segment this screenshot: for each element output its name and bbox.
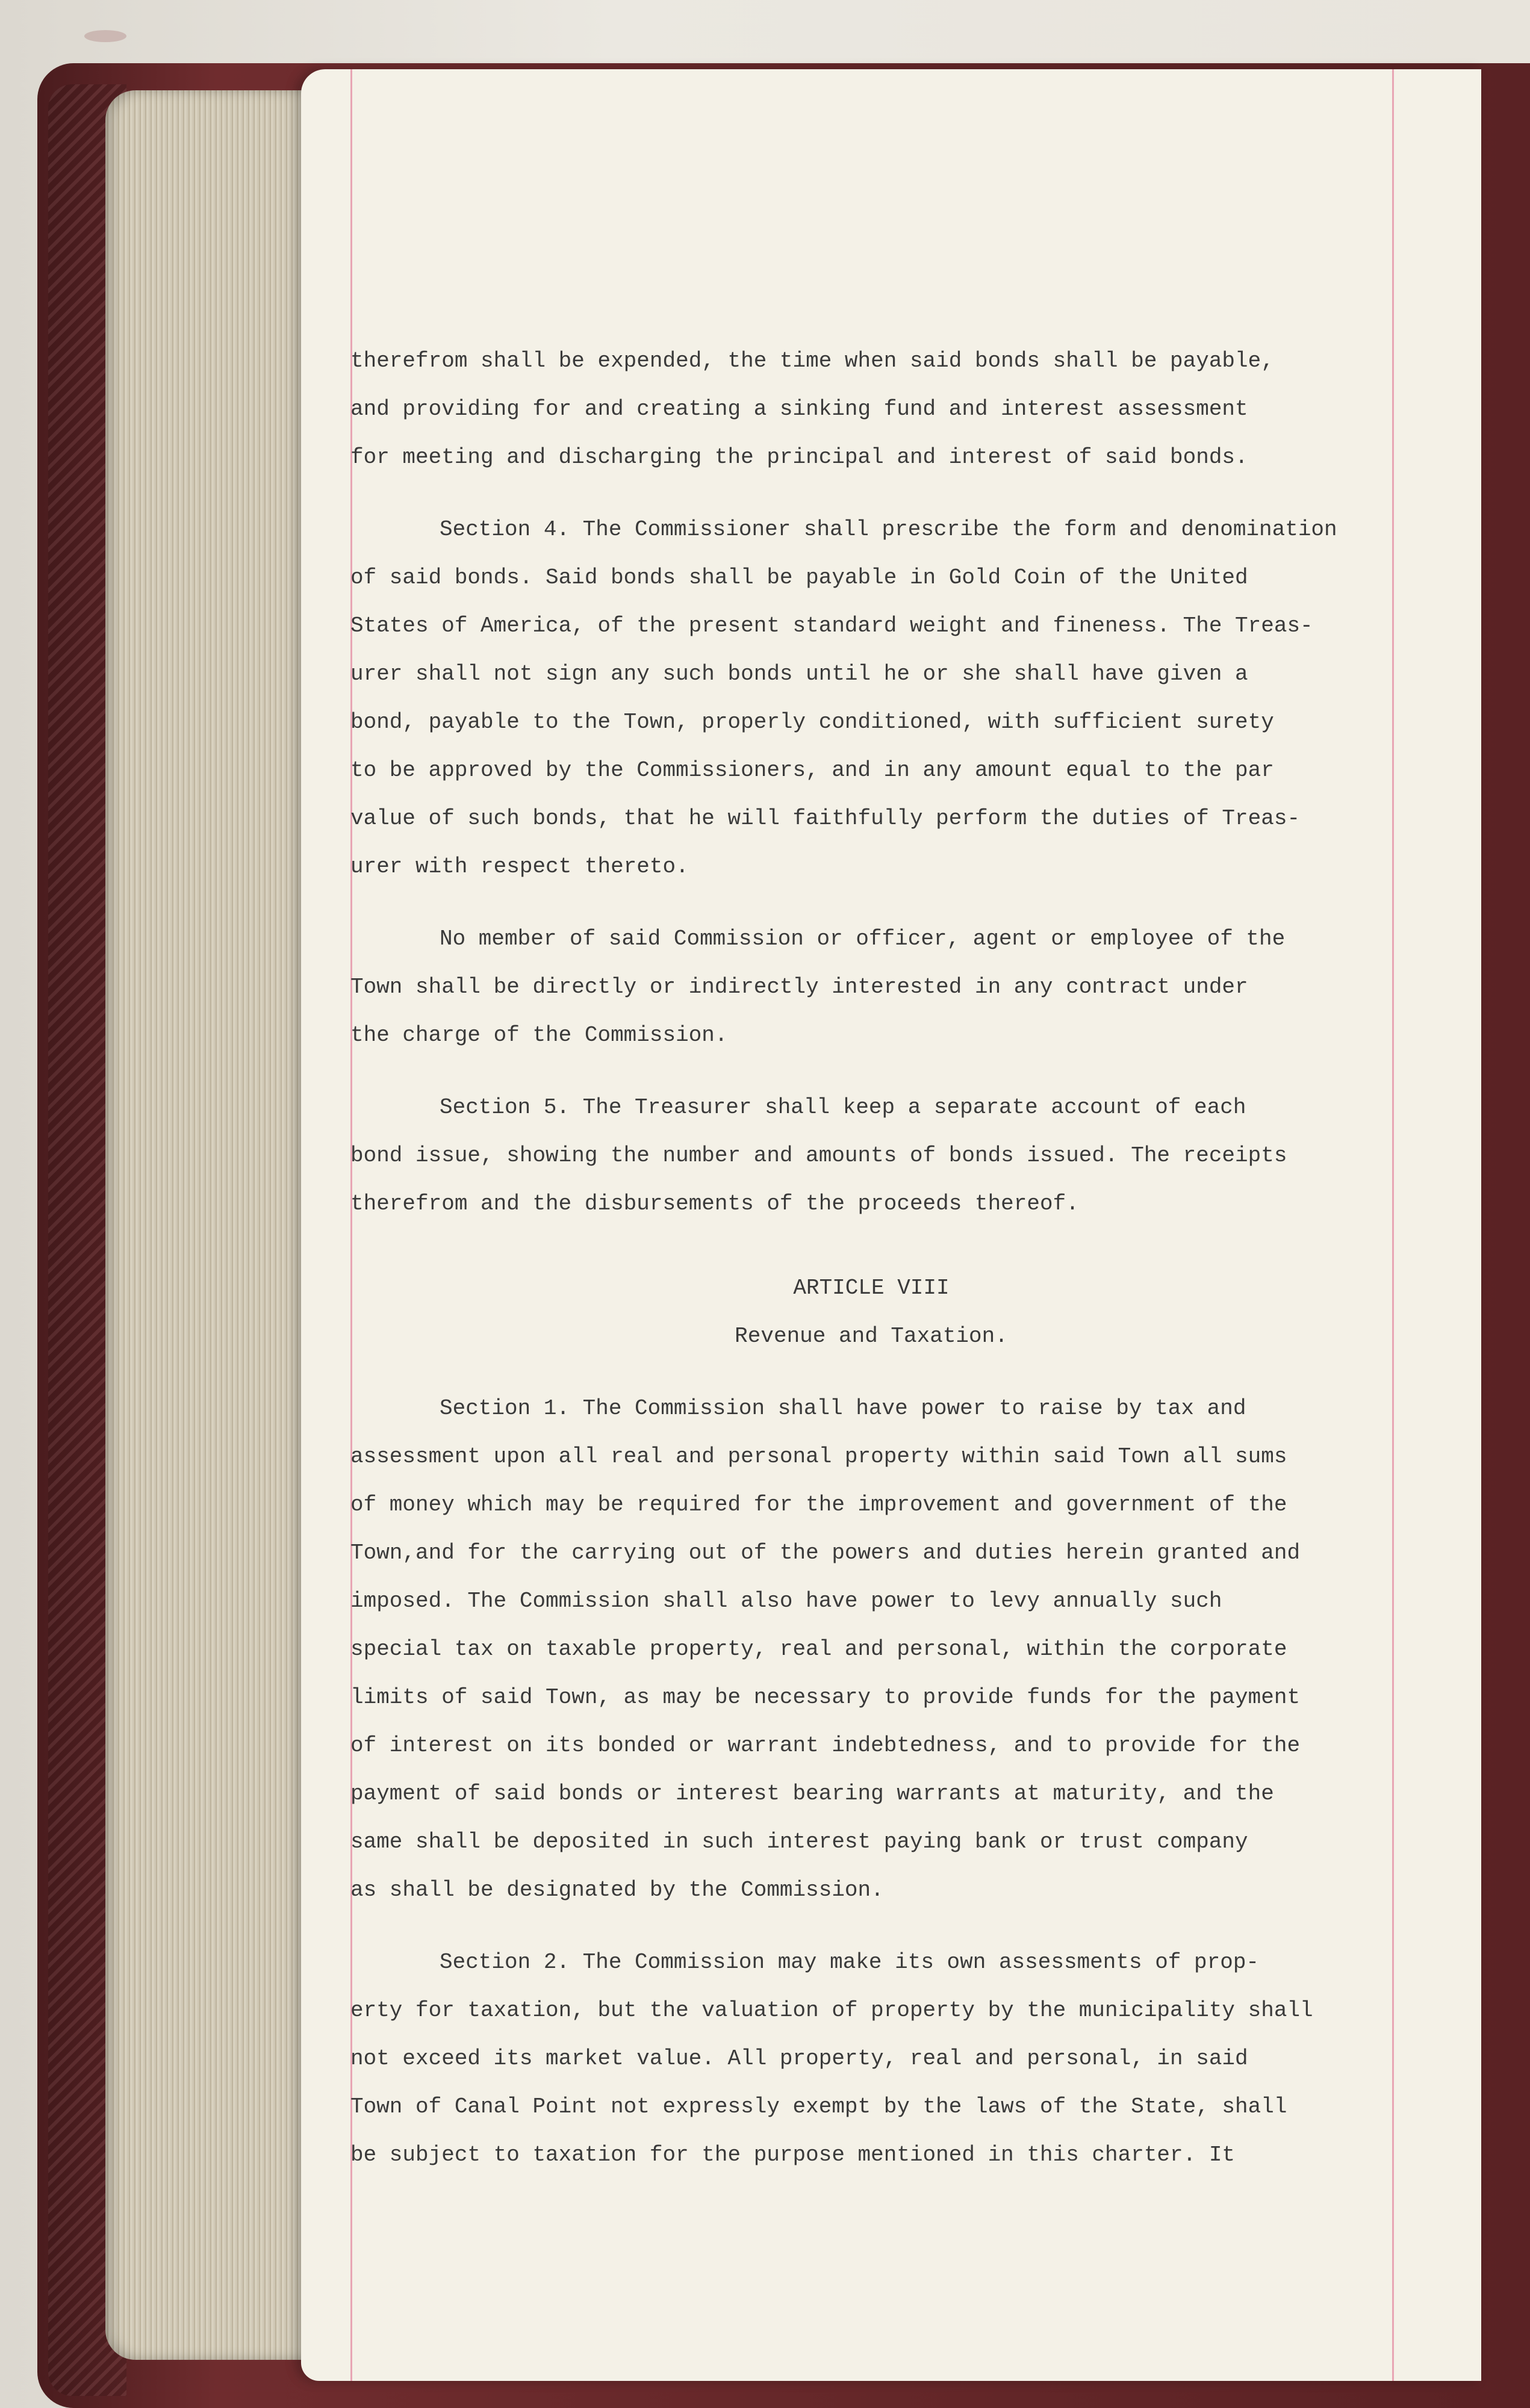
text-line: as shall be designated by the Commission.: [350, 1878, 884, 1902]
text-line: therefrom shall be expended, the time when said bonds shall be payable,: [350, 349, 1274, 373]
text-line: Town,and for the carrying out of the powers and duties herein granted and: [350, 1541, 1301, 1565]
text-line: same shall be deposited in such interest paying bank or trust company: [350, 1829, 1248, 1854]
text-line: of money which may be required for the improvement and government of the: [350, 1492, 1287, 1517]
section-5-line: Section 5. The Treasurer shall keep a separate account of each: [440, 1095, 1246, 1120]
article-heading: ARTICLE VIII: [793, 1276, 950, 1300]
text-line: payment of said bonds or interest bearing warrants at maturity, and the: [350, 1781, 1274, 1806]
page-edges: [105, 90, 334, 2360]
text-line: for meeting and discharging the principal and interest of said bonds.: [350, 445, 1248, 470]
text-line: to be approved by the Commissioners, and in any amount equal to the par: [350, 758, 1274, 783]
section-4-line: Section 4. The Commissioner shall prescribe the form and denomination: [440, 517, 1337, 542]
text-line: States of America, of the present standard weight and fineness. The Treas-: [350, 613, 1313, 638]
text-line: value of such bonds, that he will faithfully perform the duties of Treas-: [350, 806, 1301, 831]
text-line: Town of Canal Point not expressly exempt by the laws of the State, shall: [350, 2094, 1287, 2119]
ledger-page: [301, 69, 1481, 2381]
text-line: and providing for and creating a sinking fund and interest assessment: [350, 397, 1248, 421]
text-line: urer shall not sign any such bonds until he or she shall have given a: [350, 662, 1248, 686]
text-line: urer with respect thereto.: [350, 854, 689, 879]
text-line: the charge of the Commission.: [350, 1023, 728, 1047]
text-line: therefrom and the disbursements of the proceeds thereof.: [350, 1191, 1079, 1216]
text-line: not exceed its market value. All property, real and personal, in said: [350, 2046, 1248, 2071]
text-line: imposed. The Commission shall also have power to levy annually such: [350, 1589, 1222, 1613]
text-line: erty for taxation, but the valuation of property by the municipality shall: [350, 1998, 1313, 2023]
text-line: limits of said Town, as may be necessary to provide funds for the payment: [350, 1685, 1301, 1710]
text-line: bond, payable to the Town, properly conditioned, with sufficient surety: [350, 710, 1274, 734]
text-line: Town shall be directly or indirectly interested in any contract under: [350, 975, 1248, 999]
typed-text-block: [350, 69, 1482, 2381]
text-line: No member of said Commission or officer, agent or employee of the: [440, 926, 1286, 951]
section-1-line: Section 1. The Commission shall have power to raise by tax and: [440, 1396, 1246, 1421]
text-line: of interest on its bonded or warrant indebtedness, and to provide for the: [350, 1733, 1301, 1758]
article-subheading: Revenue and Taxation.: [735, 1324, 1008, 1348]
text-line: be subject to taxation for the purpose mentioned in this charter. It: [350, 2143, 1236, 2167]
text-line: special tax on taxable property, real and personal, within the corporate: [350, 1637, 1287, 1662]
text-line: of said bonds. Said bonds shall be payable in Gold Coin of the United: [350, 565, 1248, 590]
section-2-line: Section 2. The Commission may make its own assessments of prop-: [440, 1950, 1260, 1975]
text-line: assessment upon all real and personal property within said Town all sums: [350, 1444, 1287, 1469]
text-line: bond issue, showing the number and amounts of bonds issued. The receipts: [350, 1143, 1287, 1168]
stain-mark: [84, 30, 126, 42]
